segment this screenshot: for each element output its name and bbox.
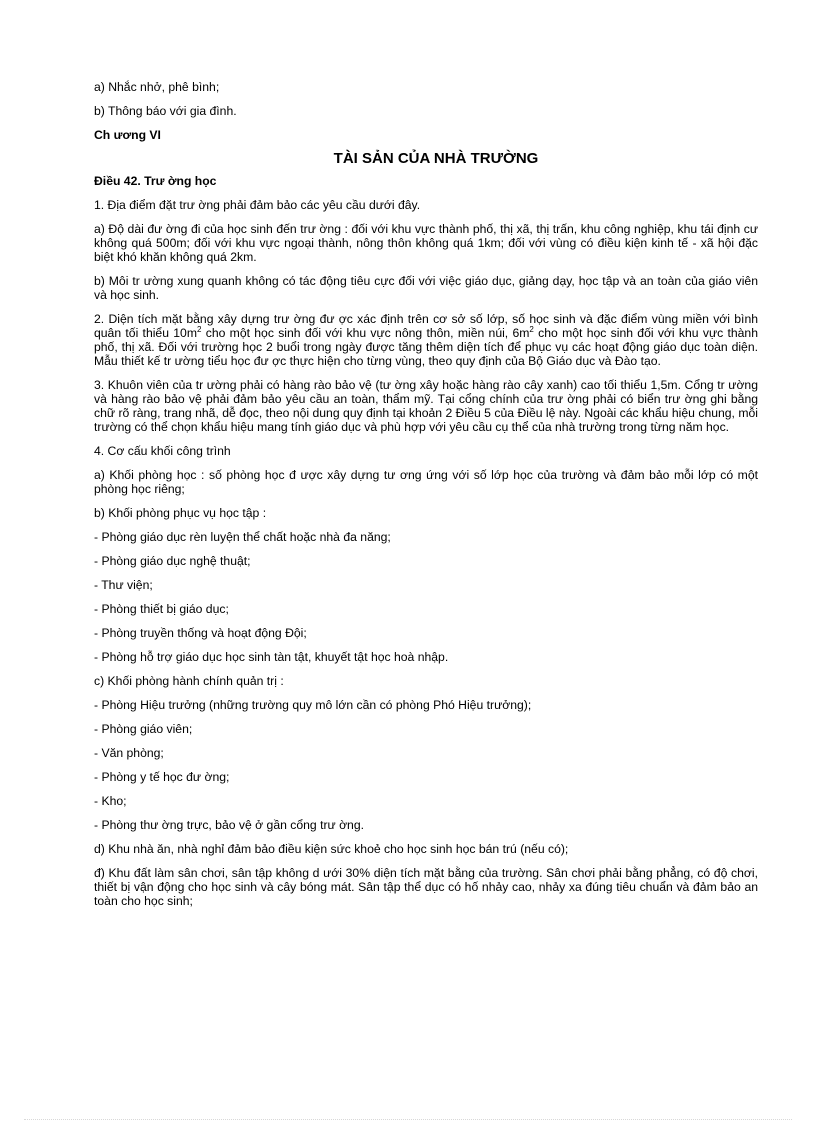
list-item-p15: - Phòng giáo dục nghệ thuật; xyxy=(94,554,251,568)
chapter-heading: Ch ương VI xyxy=(94,128,161,142)
paragraph-p10: 3. Khuôn viên của tr ường phải có hàng rào bảo vệ (tư ờng xây hoặc hàng rào cây xanh) cao tối thiểu 1,5m. Cổng tr ường và hàng rào bảo vệ phải đảm bảo yêu cầu an toàn, thẩm mỹ. Tại cổng chính của trư ờng phải có biển trư ờng ghi bằng chữ rõ ràng, trang nhã, dễ đọc, theo nội dung quy định tại khoản 2 Điều 5 của Điều lệ này. Ngoài các khẩu hiệu chung, mỗi trường có thể chọn khẩu hiệu mang tính giáo dục và phù hợp với yêu cầu cụ thể của nhà trường trong từng năm học. xyxy=(94,378,758,434)
p9-part-2: cho một học sinh đối với khu vực nông thôn, miền núi, 6m xyxy=(201,326,530,340)
paragraph-p6: 1. Địa điểm đặt trư ờng phải đảm bảo các yêu cầu dưới đây. xyxy=(94,198,421,212)
chapter-title: TÀI SẢN CỦA NHÀ TRƯỜNG xyxy=(333,150,539,167)
paragraph-p28: đ) Khu đất làm sân chơi, sân tập không d ưới 30% diện tích mặt bằng của trường. Sân chơi phải bằng phẳng, có độ chơi, thiết bị vận động cho học sinh và cây bóng mát. Sân tập thể dục có hố nhảy cao, nhảy xa đúng tiêu chuẩn và đảm bảo an toàn cho học sinh; xyxy=(94,866,758,908)
paragraph-p12: a) Khối phòng học : số phòng học đ ược xây dựng tư ơng ứng với số lớp học của trường và đảm bảo mỗi lớp có một phòng học riêng; xyxy=(94,468,758,496)
list-item-p17: - Phòng thiết bị giáo dục; xyxy=(94,602,229,616)
page-bottom-divider xyxy=(24,1119,792,1120)
list-item-p23: - Văn phòng; xyxy=(94,746,164,760)
list-item-p26: - Phòng thư ờng trực, bảo vệ ở gần cổng trư ờng. xyxy=(94,818,364,832)
paragraph-p13: b) Khối phòng phục vụ học tập : xyxy=(94,506,267,520)
p9-sup-1: 2 xyxy=(196,324,202,334)
paragraph-p9 xyxy=(94,312,758,368)
list-item-p25: - Kho; xyxy=(94,794,127,808)
list-item-p21: - Phòng Hiệu trưởng (những trường quy mô lớn cần có phòng Phó Hiệu trưởng); xyxy=(94,698,532,712)
list-item-p14: - Phòng giáo dục rèn luyện thể chất hoặc nhà đa năng; xyxy=(94,530,391,544)
document-page xyxy=(94,80,758,918)
list-item-p24: - Phòng y tế học đư ờng; xyxy=(94,770,230,784)
p9-part-3: cho một học sinh đối với khu vực thành phố, thị xã. Đối với trường học 2 buổi trong ngày được tăng thêm diện tích để phục vụ các hoạt động giáo dục toàn diện. Mẫu thiết kế tr ường tiểu học đư ợc thực hiện cho từng vùng, theo quy định của Bộ Giáo dục và Đào tạo. xyxy=(94,326,758,368)
list-item-p22: - Phòng giáo viên; xyxy=(94,722,193,736)
paragraph-p11: 4. Cơ cấu khối công trình xyxy=(94,444,231,458)
paragraph-p7: a) Độ dài đư ờng đi của học sinh đến trư ờng : đối với khu vực thành phố, thị xã, thị trấn, khu công nghiệp, khu tái định cư không quá 500m; đối với khu vực ngoại thành, nông thôn không quá 1km; đối với vùng có điều kiện kinh tế - xã hội đặc biệt khó khăn không quá 2km. xyxy=(94,222,758,264)
list-item-p19: - Phòng hỗ trợ giáo dục học sinh tàn tật, khuyết tật học hoà nhập. xyxy=(94,650,449,664)
paragraph-p2: b) Thông báo với gia đình. xyxy=(94,104,237,118)
paragraph-p20: c) Khối phòng hành chính quản trị : xyxy=(94,674,284,688)
list-item-p16: - Thư viện; xyxy=(94,578,153,592)
p9-part-1: 2. Diện tích mặt bằng xây dựng trư ờng đư ợc xác định trên cơ sở số lớp, số học sinh và đặc điểm vùng miền với bình quân tối thiểu 10m xyxy=(94,312,758,340)
paragraph-p1: a) Nhắc nhở, phê bình; xyxy=(94,80,220,94)
list-item-p18: - Phòng truyền thống và hoạt động Đội; xyxy=(94,626,307,640)
article-heading: Điều 42. Trư ờng học xyxy=(94,174,217,188)
paragraph-p27: d) Khu nhà ăn, nhà nghỉ đảm bảo điều kiện sức khoẻ cho học sinh học bán trú (nếu có); xyxy=(94,842,569,856)
paragraph-p8: b) Môi tr ường xung quanh không có tác động tiêu cực đối với việc giáo dục, giảng dạy, học tập và an toàn của giáo viên và học sinh. xyxy=(94,274,758,302)
p9-sup-2: 2 xyxy=(529,324,534,334)
